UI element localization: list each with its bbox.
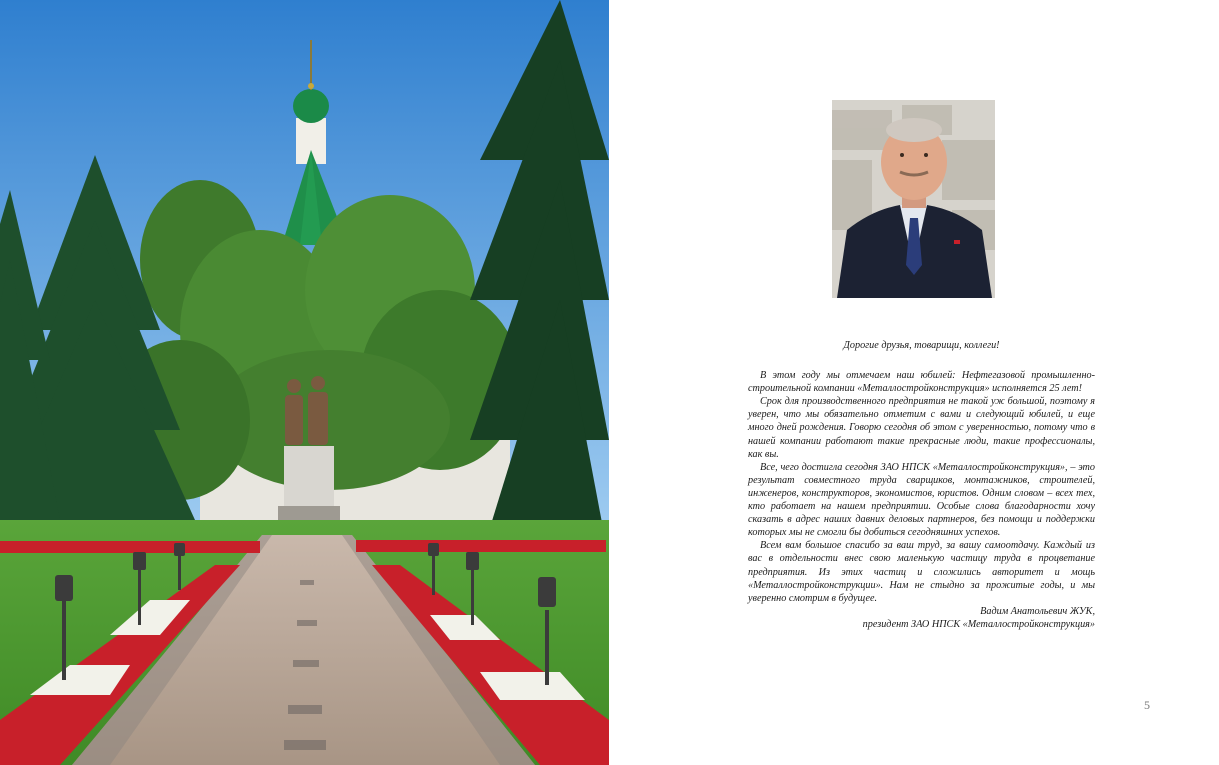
letter-greeting: Дорогие друзья, товарищи, коллеги! [843, 340, 1000, 351]
monument-pedestal [284, 446, 334, 508]
portrait-photo [832, 100, 995, 298]
flowerbed-back-right [356, 540, 606, 552]
letter-paragraph-3: Все, чего достигла сегодня ЗАО НПСК «Металлостройконструкция», – это результат совместного труда сварщиков, монтажников, строителей, инженеров, конструкторов, экономистов, юристов. Одним словом – всех тех, кто работает на нашем предприятии. Особые слова благодарности хочу сказать в адрес наших давних деловых партнеров, без помощи и поддержки которых мы не смогли бы добиться сегодняшних успехов. [748, 461, 1095, 539]
letter-paragraph-4: Всем вам большое спасибо за ваш труд, за вашу самоотдачу. Каждый из вас в отдельности внес свою маленькую частицу труда в процветание предприятия. Из этих частиц и сложились авторитет и мощь «Металлостройконструкции». Нам не стыдно за прожитые годы, и мы уверенно смотрим в будущее. [748, 540, 1095, 604]
portrait-illustration [832, 100, 995, 298]
letter-text [748, 339, 1095, 631]
flowerbed-back-left [0, 541, 260, 553]
letter-paragraph-2: Срок для производственного предприятия не такой уж большой, поэтому я уверен, что мы обязательно отметим с вами и следующий юбилей, и еще много дней рождения. Говорю сегодня об этом с уверенностью, потому что в нашей компании работают такие прекрасные люди, такие профессионалы, как вы. [748, 396, 1095, 460]
signature-name: Вадим Анатольевич ЖУК, [980, 605, 1095, 617]
green-dome [293, 89, 329, 123]
park-photo-illustration [0, 0, 609, 765]
page-number: 5 [1144, 698, 1150, 712]
signature-title: президент ЗАО НПСК «Металлостройконструкция» [862, 618, 1095, 630]
letter-paragraph-1: В этом году мы отмечаем наш юбилей: Нефтегазовой промышленно-строительной компании «Металлостройконструкция» исполняется 25 лет! [748, 370, 1095, 395]
letter-page [609, 0, 1219, 765]
park-photo [0, 0, 609, 765]
